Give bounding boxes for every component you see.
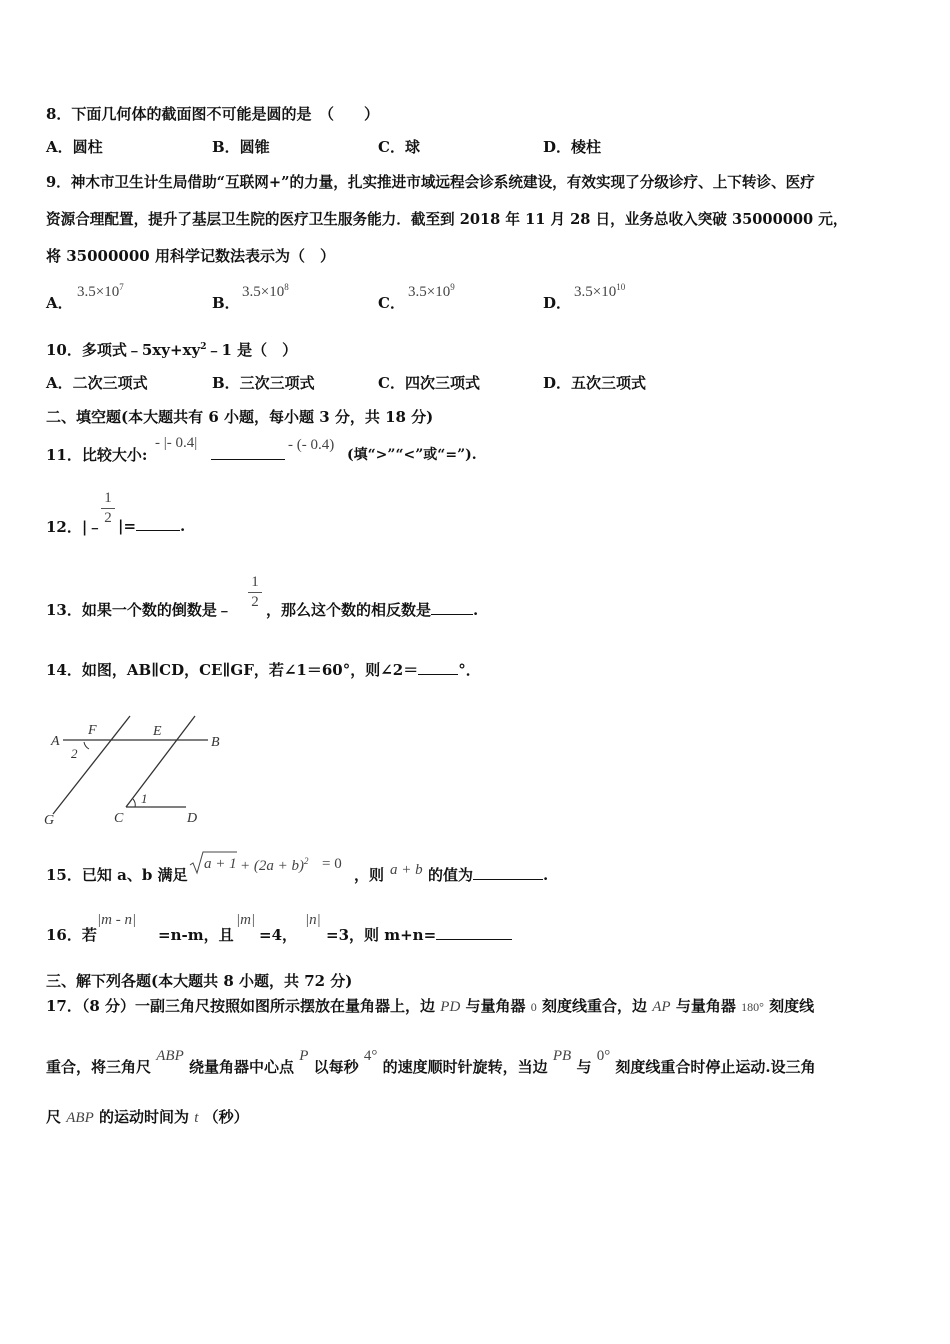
q15-suffix: 的值为 .: [428, 866, 549, 884]
label-g: G: [44, 813, 55, 828]
q16-eq3: =3，则 m+n=: [326, 924, 512, 945]
q9-option-d-label: D．: [543, 294, 572, 312]
q15-squared-term: + $(2a + b)^2$: [240, 856, 309, 874]
q12-answer-blank[interactable]: [136, 516, 180, 531]
q17-line-3: 尺 ABP 的运动时间为 t （秒）: [46, 1108, 249, 1126]
q10-option-c: C．四次三项式: [378, 374, 480, 392]
label-c: C: [114, 811, 124, 826]
q14-stem: 14．如图，AB∥CD，CE∥GF，若∠1＝60°，则∠2＝ °．: [46, 661, 481, 679]
q11-right-expression: - (- 0.4): [288, 437, 335, 453]
q15-answer-blank[interactable]: [473, 865, 543, 880]
label-b: B: [211, 735, 220, 750]
q15-radicand: a + 1: [204, 856, 237, 872]
label-d: D: [187, 811, 198, 826]
section-3-heading: 三、解下列各题(本大题共 8 小题，共 72 分): [46, 972, 353, 990]
q14-answer-blank[interactable]: [418, 660, 458, 675]
label-e: E: [153, 724, 162, 739]
q13-suffix: ，那么这个数的相反数是 .: [266, 601, 479, 619]
q14-figure: [40, 712, 240, 832]
q9-line-2: 资源合理配置，提升了基层卫生院的医疗卫生服务能力．截至到 2018 年 11 月 28 日，业务总收入突破 35000000 元，: [46, 211, 848, 228]
q9-option-d-value: $3.5\times 10^{10}$: [574, 282, 626, 300]
q15-target-expression: a + b: [390, 862, 423, 878]
q13-prefix: 13．如果一个数的倒数是﹣: [46, 601, 232, 619]
q11-answer-blank[interactable]: [211, 444, 285, 460]
q9-option-c-value: $3.5\times 10^9$: [408, 282, 455, 300]
q16-prefix: 16．若: [46, 926, 97, 944]
q8-option-d: D．棱柱: [543, 138, 602, 156]
q17-line-1: 17．（8 分）一副三角尺按照如图所示摆放在量角器上，边 PD 与量角器 0 刻度线重合，边 AP 与量角器 180° 刻度线: [46, 997, 815, 1015]
q8-option-b: B．圆锥: [212, 138, 270, 156]
q16-eq1: =n-m，且: [158, 926, 234, 944]
q12-suffix: |= .: [118, 517, 186, 535]
q8-stem: 8．下面几何体的截面图不可能是圆的是 （ ）: [46, 105, 379, 123]
label-f: F: [88, 723, 97, 738]
q12-prefix: 12．|﹣: [46, 518, 103, 536]
q12-fraction: 1 2: [101, 490, 115, 527]
q10-option-a: A．二次三项式: [46, 374, 148, 392]
q11-prefix: 11．比较大小:: [46, 446, 148, 464]
q8-option-a: A．圆柱: [46, 138, 103, 156]
q13-answer-blank[interactable]: [431, 600, 473, 615]
label-a: A: [51, 734, 60, 749]
q15-prefix: 15．已知 a、b 满足: [46, 866, 188, 884]
angle-1-arc: [133, 799, 135, 807]
q9-option-a-value: $3.5\times 10^7$: [77, 282, 124, 300]
q13-fraction: 1 2: [248, 574, 262, 611]
q16-abs-m-minus-n: |m - n|: [97, 912, 137, 928]
q9-option-b-label: B．: [212, 294, 240, 312]
q16-abs-n: |n|: [305, 912, 321, 928]
q17-line-2: 重合，将三角尺 ABP 绕量角器中心点 P 以每秒 4° 的速度顺时针旋转，当边 PB 与 0° 刻度线重合时停止运动.设三角: [46, 1048, 816, 1076]
q10-stem: 10．多项式$﹣5xy+xy^2﹣1$ 是（ ）: [46, 341, 298, 359]
q9-option-a-label: A．: [46, 294, 73, 312]
q9-option-c-label: C．: [378, 294, 405, 312]
angle-2-arc: [84, 742, 89, 749]
q10-option-b: B．三次三项式: [212, 374, 315, 392]
label-angle-1: 1: [141, 791, 148, 806]
q11-suffix: (填“>”“<”或“=”).: [347, 447, 477, 463]
label-angle-2: 2: [71, 746, 78, 761]
q16-abs-m: |m|: [236, 912, 256, 928]
q10-option-d: D．五次三项式: [543, 374, 647, 392]
q16-eq2: =4，: [259, 926, 298, 944]
q8-option-c: C．球: [378, 138, 420, 156]
q9-line-3: 将 35000000 用科学记数法表示为（ ）: [46, 247, 335, 265]
q9-option-b-value: $3.5\times 10^8$: [242, 282, 289, 300]
q16-answer-blank[interactable]: [436, 925, 512, 940]
q15-equals-zero: = 0: [322, 856, 342, 872]
q11-left-expression: - |- 0.4|: [155, 435, 198, 451]
q15-mid: ，则: [354, 866, 385, 884]
section-2-heading: 二、填空题(本大题共有 6 小题，每小题 3 分，共 18 分): [46, 408, 434, 426]
q9-line-1: 9．神木市卫生计生局借助“互联网+”的力量，扎实推进市域远程会诊系统建设，有效实现了分级诊疗、上下转诊、医疗: [46, 174, 815, 191]
